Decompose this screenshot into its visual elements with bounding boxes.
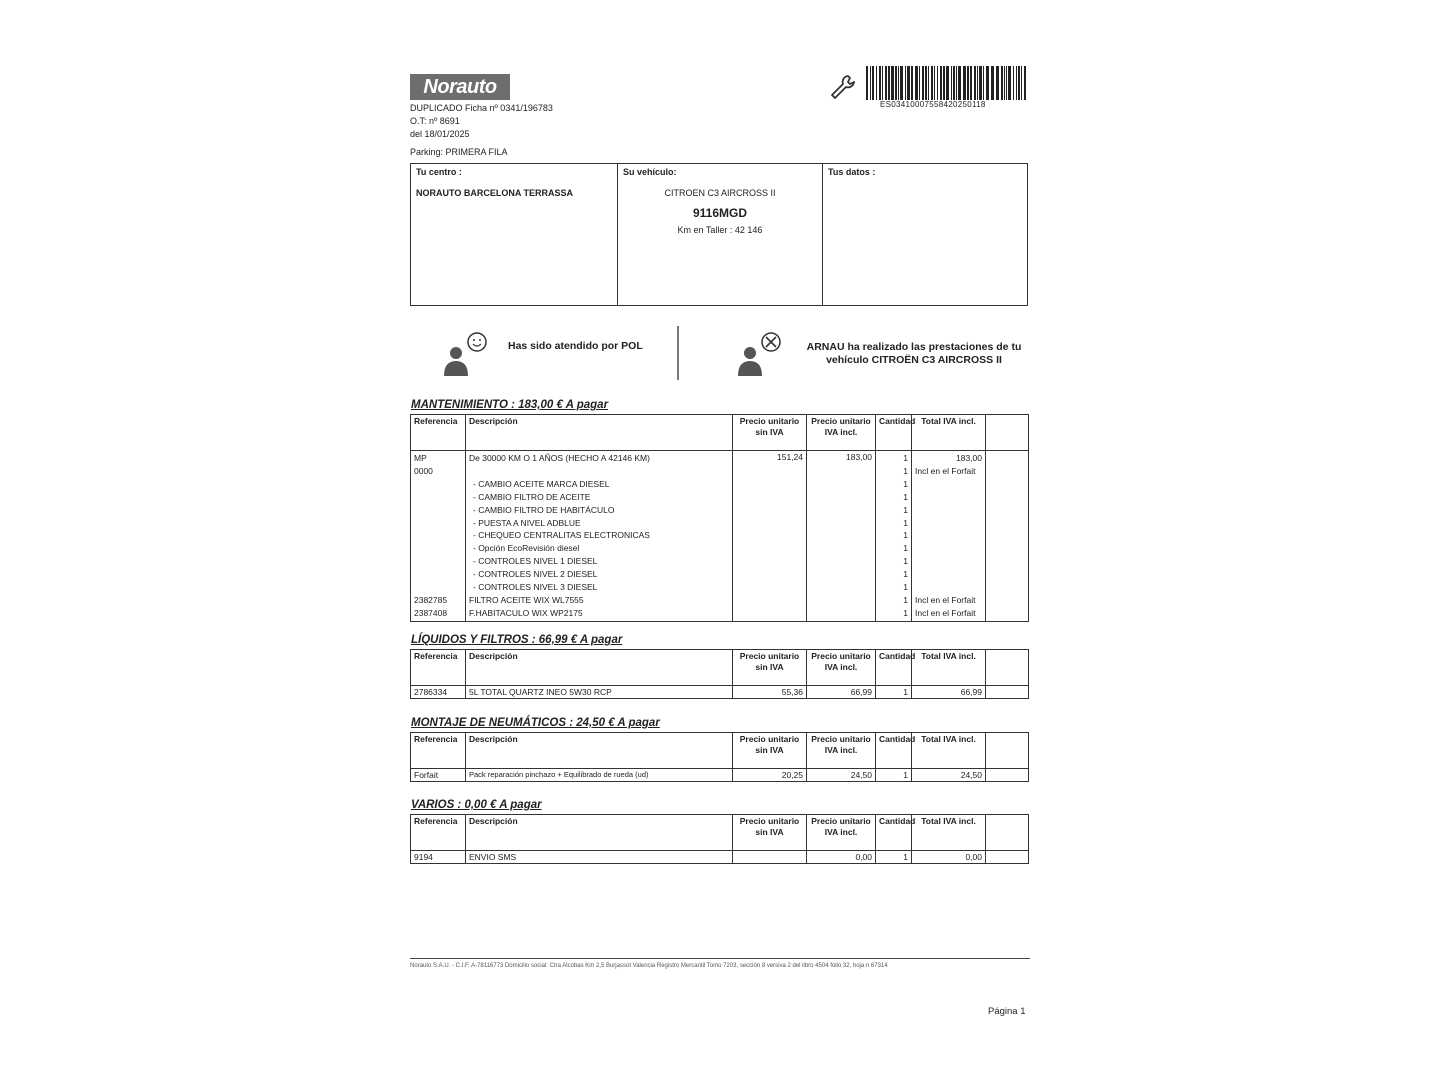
barcode-bar	[898, 66, 899, 100]
barcode-bar	[963, 66, 966, 100]
barcode-bar	[888, 66, 890, 100]
col-descripcion: Descripción	[466, 415, 733, 451]
barcode	[866, 66, 1028, 100]
desc-value: - CONTROLES NIVEL 3 DIESEL	[473, 582, 598, 593]
barcode-bar	[925, 66, 927, 100]
total-value: 66,99	[912, 686, 986, 699]
wrench-icon	[828, 72, 858, 102]
col-precio-sin-iva: Precio unitario sin IVA	[733, 415, 807, 451]
precio-sin-iva-value: 20,25	[733, 769, 807, 782]
datos-label: Tus datos :	[828, 167, 876, 177]
desc-value: ENVIO SMS	[466, 851, 733, 864]
qty-value: 1	[876, 851, 912, 864]
desc-value: - PUESTA A NIVEL ADBLUE	[473, 517, 581, 528]
page-number: Página 1	[988, 1006, 1026, 1017]
barcode-bar	[891, 66, 894, 100]
precio-iva-incl-value: 0,00	[807, 851, 876, 864]
centro-column	[411, 164, 618, 305]
total-value: 183,00	[956, 453, 982, 463]
document-header	[410, 102, 553, 141]
qty-value: 1	[903, 491, 908, 502]
ref-value: 2387408	[414, 607, 448, 618]
col-referencia: Referencia	[411, 733, 466, 769]
barcode-bar	[983, 66, 984, 100]
col-total: Total IVA incl.	[912, 815, 986, 851]
qty-value: 1	[903, 594, 908, 605]
advisor-smiley-icon	[438, 330, 488, 380]
table-header	[411, 650, 1029, 686]
barcode-bar	[974, 66, 976, 100]
duplicado-ficha: DUPLICADO Ficha nº 0341/196783	[410, 103, 553, 113]
barcode-bar	[895, 66, 897, 100]
ref-value: 9194	[411, 851, 466, 864]
total-value: 24,50	[912, 769, 986, 782]
qty-cells	[876, 451, 912, 622]
ref-value: 2786334	[411, 686, 466, 699]
col-descripcion: Descripción	[466, 815, 733, 851]
ref-value: MP	[414, 453, 427, 463]
table-header	[411, 815, 1029, 851]
barcode-bar	[986, 66, 989, 100]
barcode-bar	[1016, 66, 1017, 100]
neumaticos-table	[410, 732, 1029, 782]
barcode-bar	[951, 66, 952, 100]
desc-value: Pack reparación pinchazo + Equilibrado de rueda (ud)	[466, 769, 733, 782]
barcode-bar	[1013, 66, 1014, 100]
barcode-bar	[970, 66, 972, 100]
qty-value: 1	[903, 504, 908, 515]
mantenimiento-table	[410, 414, 1029, 622]
liquidos-title: LÍQUIDOS Y FILTROS : 66,99 € A pagar	[411, 634, 623, 646]
neumaticos-title: MONTAJE DE NEUMÁTICOS : 24,50 € A pagar	[411, 717, 660, 729]
desc-value: - CAMBIO FILTRO DE ACEITE	[473, 491, 591, 502]
desc-value: - CHEQUEO CENTRALITAS ELECTRONICAS	[473, 530, 650, 541]
barcode-bar	[870, 66, 871, 100]
vehiculo-model: CITROEN C3 AIRCROSS II	[664, 188, 776, 198]
col-descripcion: Descripción	[466, 733, 733, 769]
barcode-bar	[979, 66, 982, 100]
desc-value: - CAMBIO FILTRO DE HABITÁCULO	[473, 504, 615, 515]
qty-value: 1	[876, 686, 912, 699]
desc-value: - CONTROLES NIVEL 2 DIESEL	[473, 569, 598, 580]
qty-value: 1	[903, 530, 908, 541]
col-extra	[986, 415, 1029, 451]
table-header	[411, 733, 1029, 769]
centro-label: Tu centro :	[416, 167, 462, 177]
col-precio-iva-incl: Precio unitario IVA incl.	[807, 650, 876, 686]
vehiculo-column	[618, 164, 823, 305]
table-row	[411, 851, 1029, 864]
barcode-bar	[911, 66, 913, 100]
table-row	[411, 451, 1029, 622]
col-cantidad: Cantidad	[876, 415, 912, 451]
orden-trabajo: O.T: nº 8691	[410, 116, 460, 126]
barcode-bar	[937, 66, 938, 100]
ref-value: 2382785	[414, 594, 448, 605]
barcode-bar	[919, 66, 920, 100]
precio-sin-iva-value: 55,36	[733, 686, 807, 699]
barcode-bar	[943, 66, 945, 100]
vehiculo-km: Km en Taller : 42 146	[677, 225, 763, 235]
varios-table	[410, 814, 1029, 864]
barcode-bar	[1024, 66, 1026, 100]
barcode-bar	[934, 66, 935, 100]
barcode-bar	[866, 66, 868, 100]
precio-sin-iva-value: 151,24	[733, 451, 807, 622]
mantenimiento-title: MANTENIMIENTO : 183,00 € A pagar	[411, 399, 609, 411]
desc-value: - Opción EcoRevisión diesel	[473, 543, 580, 554]
liquidos-table	[410, 649, 1029, 699]
barcode-bar	[879, 66, 881, 100]
col-cantidad: Cantidad	[876, 815, 912, 851]
prestaciones-text: ARNAU ha realizado las prestaciones de tu vehículo CITROËN C3 AIRCROSS II	[806, 341, 1022, 366]
norauto-logo: Norauto	[410, 74, 510, 100]
col-precio-sin-iva: Precio unitario sin IVA	[733, 733, 807, 769]
col-descripcion: Descripción	[466, 650, 733, 686]
info-box	[410, 163, 1028, 306]
ref-value: 0000	[414, 465, 433, 476]
barcode-bar	[991, 66, 994, 100]
mechanic-tools-icon	[732, 330, 782, 380]
total-value: 0,00	[912, 851, 986, 864]
desc-value: FILTRO ACEITE WIX WL7555	[469, 594, 584, 605]
qty-value: 1	[903, 453, 908, 463]
barcode-bar	[967, 66, 969, 100]
barcode-bar	[922, 66, 924, 100]
barcode-bar	[940, 66, 942, 100]
barcode-bar	[1006, 66, 1007, 100]
barcode-bar	[1004, 66, 1005, 100]
barcode-bar	[946, 66, 949, 100]
qty-value: 1	[903, 465, 908, 476]
desc-value: - CAMBIO ACEITE MARCA DIESEL	[473, 478, 610, 489]
precio-iva-incl-value: 183,00	[807, 451, 876, 622]
desc-value: - CONTROLES NIVEL 1 DIESEL	[473, 556, 598, 567]
barcode-bar	[977, 66, 978, 100]
parking-info: Parking: PRIMERA FILA	[410, 147, 508, 157]
col-total: Total IVA incl.	[912, 415, 986, 451]
vehiculo-label: Su vehículo:	[623, 167, 677, 177]
barcode-bar	[928, 66, 929, 100]
barcode-bar	[1018, 66, 1020, 100]
datos-column	[823, 164, 1027, 305]
col-precio-iva-incl: Precio unitario IVA incl.	[807, 815, 876, 851]
barcode-bar	[882, 66, 883, 100]
barcode-bar	[872, 66, 874, 100]
desc-value: De 30000 KM O 1 AÑOS (HECHO A 42146 KM)	[469, 453, 650, 463]
col-total: Total IVA incl.	[912, 733, 986, 769]
barcode-bar	[996, 66, 999, 100]
table-row	[411, 686, 1029, 699]
total-value: Incl en el Forfait	[915, 594, 976, 605]
fecha: del 18/01/2025	[410, 129, 470, 139]
barcode-bar	[1008, 66, 1011, 100]
col-cantidad: Cantidad	[876, 733, 912, 769]
varios-title: VARIOS : 0,00 € A pagar	[411, 799, 542, 811]
col-cantidad: Cantidad	[876, 650, 912, 686]
total-value: Incl en el Forfait	[915, 465, 976, 476]
barcode-bar	[876, 66, 877, 100]
qty-value: 1	[903, 569, 908, 580]
vehiculo-plate: 9116MGD	[692, 206, 748, 220]
centro-name: NORAUTO BARCELONA TERRASSA	[416, 188, 574, 198]
table-row	[411, 769, 1029, 782]
col-precio-sin-iva: Precio unitario sin IVA	[733, 815, 807, 851]
barcode-number: ES0341000755842025011​8	[880, 100, 986, 109]
qty-value: 1	[903, 543, 908, 554]
col-total: Total IVA incl.	[912, 650, 986, 686]
qty-value: 1	[903, 556, 908, 567]
total-cells	[912, 451, 986, 622]
desc-value: 5L TOTAL QUARTZ INEO 5W30 RCP	[466, 686, 733, 699]
desc-value: F.HABITACULO WIX WP2175	[469, 607, 583, 618]
barcode-bar	[907, 66, 910, 100]
precio-sin-iva-value	[733, 851, 807, 864]
barcode-bar	[931, 66, 933, 100]
barcode-bar	[958, 66, 961, 100]
col-precio-iva-incl: Precio unitario IVA incl.	[807, 415, 876, 451]
col-referencia: Referencia	[411, 815, 466, 851]
ref-value: Forfait	[411, 769, 466, 782]
barcode-bar	[885, 66, 887, 100]
total-value: Incl en el Forfait	[915, 607, 976, 618]
barcode-bar	[900, 66, 903, 100]
qty-value: 1	[903, 478, 908, 489]
qty-value: 1	[903, 582, 908, 593]
precio-iva-incl-value: 24,50	[807, 769, 876, 782]
separator	[677, 326, 679, 380]
table-header	[411, 415, 1029, 451]
qty-value: 1	[903, 607, 908, 618]
barcode-bar	[915, 66, 918, 100]
barcode-bar	[956, 66, 957, 100]
ref-cells	[411, 451, 466, 622]
col-precio-sin-iva: Precio unitario sin IVA	[733, 650, 807, 686]
col-precio-iva-incl: Precio unitario IVA incl.	[807, 733, 876, 769]
col-referencia: Referencia	[411, 415, 466, 451]
qty-value: 1	[903, 517, 908, 528]
barcode-bar	[1021, 66, 1022, 100]
col-referencia: Referencia	[411, 650, 466, 686]
footer-divider	[410, 958, 1030, 959]
footer-legal: Norauto S.A.U. - C.I.F. A-78116773 Domicilio social: Ctra Alcobas Km 2,5 Burjassot Valencia Registro Mercantil Tomo 7203, sección 8 versiva 2 del libro 4504 folio 32, hoja n 67314	[410, 963, 888, 969]
barcode-bar	[1001, 66, 1003, 100]
precio-iva-incl-value: 66,99	[807, 686, 876, 699]
barcode-bar	[953, 66, 955, 100]
desc-cells	[466, 451, 733, 622]
barcode-bar	[905, 66, 906, 100]
qty-value: 1	[876, 769, 912, 782]
atendido-text: Has sido atendido por POL	[508, 340, 643, 352]
